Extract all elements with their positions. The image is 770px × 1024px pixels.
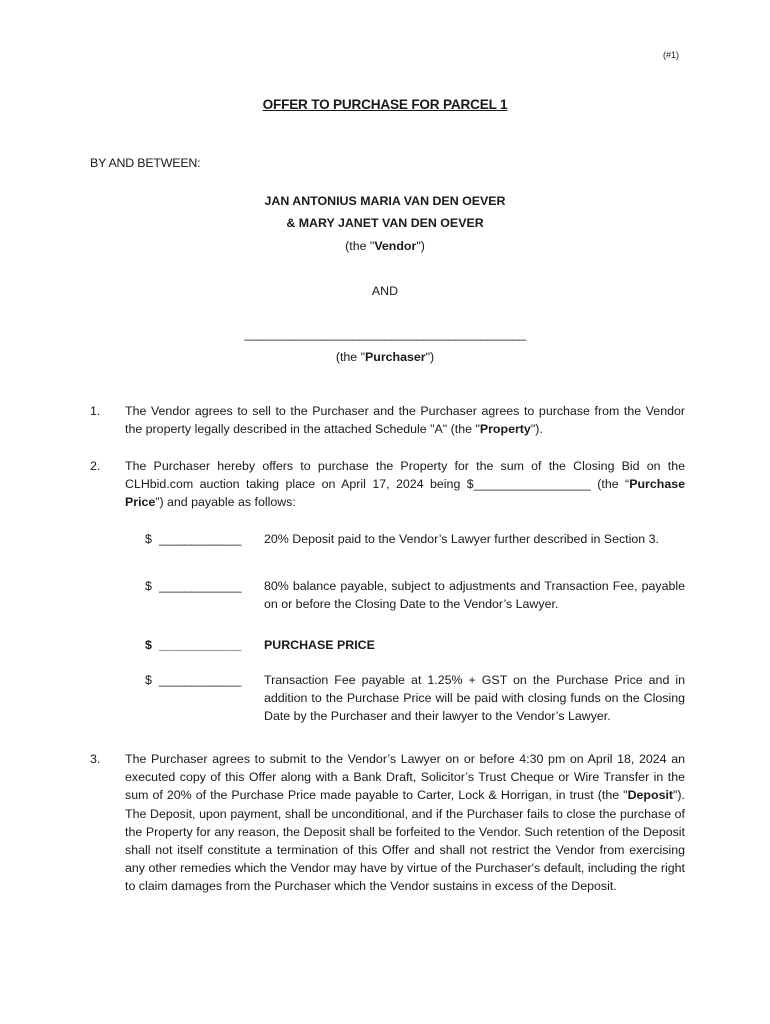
clause-number: 2. xyxy=(90,459,101,473)
vendor-def-prefix: (the " xyxy=(345,239,375,253)
dollar-sign: $ xyxy=(145,673,152,687)
purchaser-name-blank: ____________________________________________ xyxy=(244,327,526,341)
document-title: OFFER TO PURCHASE FOR PARCEL 1 xyxy=(262,97,508,112)
clause-text-part: "). xyxy=(530,422,543,437)
clause-text xyxy=(125,457,685,512)
clause-text-part: ”) and payable as follows: xyxy=(155,495,296,510)
clause-text-part: The Purchaser hereby offers to purchase the Property for the sum of the Closing Bid on the CLHbid.com auction taking place on April 17, 2024 being $_________________ (the “ xyxy=(125,459,685,492)
clause-text-part: The Purchaser agrees to submit to the Vendor’s Lawyer on or before 4:30 pm on April 18, 2024 an executed copy of this Offer along with a Bank Draft, Solicitor’s Trust Cheque or Wire Transfer in the sum of 20% of the Purchase Price made payable to Carter, Lock & Horrigan, in trust (the " xyxy=(125,752,685,803)
payment-description: 80% balance payable, subject to adjustments and Transaction Fee, payable on or before the Closing Date to the Vendor’s Lawyer. xyxy=(264,579,685,612)
page-reference: (#1) xyxy=(663,50,680,60)
amount-blank: _____________ xyxy=(159,532,241,546)
clause-text xyxy=(125,402,685,438)
vendor-def-term: Vendor xyxy=(374,239,417,253)
payment-description: PURCHASE PRICE xyxy=(264,638,375,652)
purchaser-definition xyxy=(0,348,770,366)
clause-defined-term: Property xyxy=(479,422,531,437)
clause-defined-term: Deposit xyxy=(627,788,674,803)
amount-blank: _____________ xyxy=(159,579,241,593)
dollar-sign: $ xyxy=(145,532,152,546)
vendor-definition xyxy=(0,237,770,255)
clause-text xyxy=(125,750,685,896)
purchaser-def-prefix: (the " xyxy=(335,350,366,364)
clause-text-part: The Vendor agrees to sell to the Purchaser and the Purchaser agrees to purchase from the Vendor the property legally described in the attached Schedule "A" (the " xyxy=(125,404,685,437)
dollar-sign: $ xyxy=(145,579,152,593)
vendor-name-line-1: JAN ANTONIUS MARIA VAN DEN OEVER xyxy=(264,194,506,208)
dollar-sign: $ xyxy=(145,638,152,652)
and-separator: AND xyxy=(371,284,399,298)
purchaser-def-suffix: ") xyxy=(425,350,435,364)
vendor-def-suffix: ") xyxy=(416,239,425,253)
clause-defined-term: Purchase Price xyxy=(125,477,685,510)
vendor-name-line-2: & MARY JANET VAN DEN OEVER xyxy=(286,216,484,230)
amount-blank: _____________ xyxy=(159,638,241,652)
purchaser-def-term: Purchaser xyxy=(365,350,426,364)
parties-intro: BY AND BETWEEN: xyxy=(90,156,201,170)
amount-blank: _____________ xyxy=(159,673,241,687)
payment-description: 20% Deposit paid to the Vendor’s Lawyer further described in Section 3. xyxy=(264,532,659,546)
payment-description: Transaction Fee payable at 1.25% + GST on the Purchase Price and in addition to the Purchase Price will be paid with closing funds on the Closing Date by the Purchaser and their lawyer to the Vendor’s Lawyer. xyxy=(264,673,685,724)
clause-number: 3. xyxy=(90,752,101,766)
clause-text-part: "). The Deposit, upon payment, shall be unconditional, and if the Purchaser fails to close the purchase of the Property for any reason, the Deposit shall be forfeited to the Vendor. Such retention of the Deposit shall not itself constitute a termination of this Offer and shall not restrict the Vendor from exercising any other remedies which the Vendor may have by virtue of the Purchaser's default, including the right to claim damages from the Purchaser which the Vendor sustains in excess of the Deposit. xyxy=(125,788,685,894)
clause-number: 1. xyxy=(90,404,101,418)
